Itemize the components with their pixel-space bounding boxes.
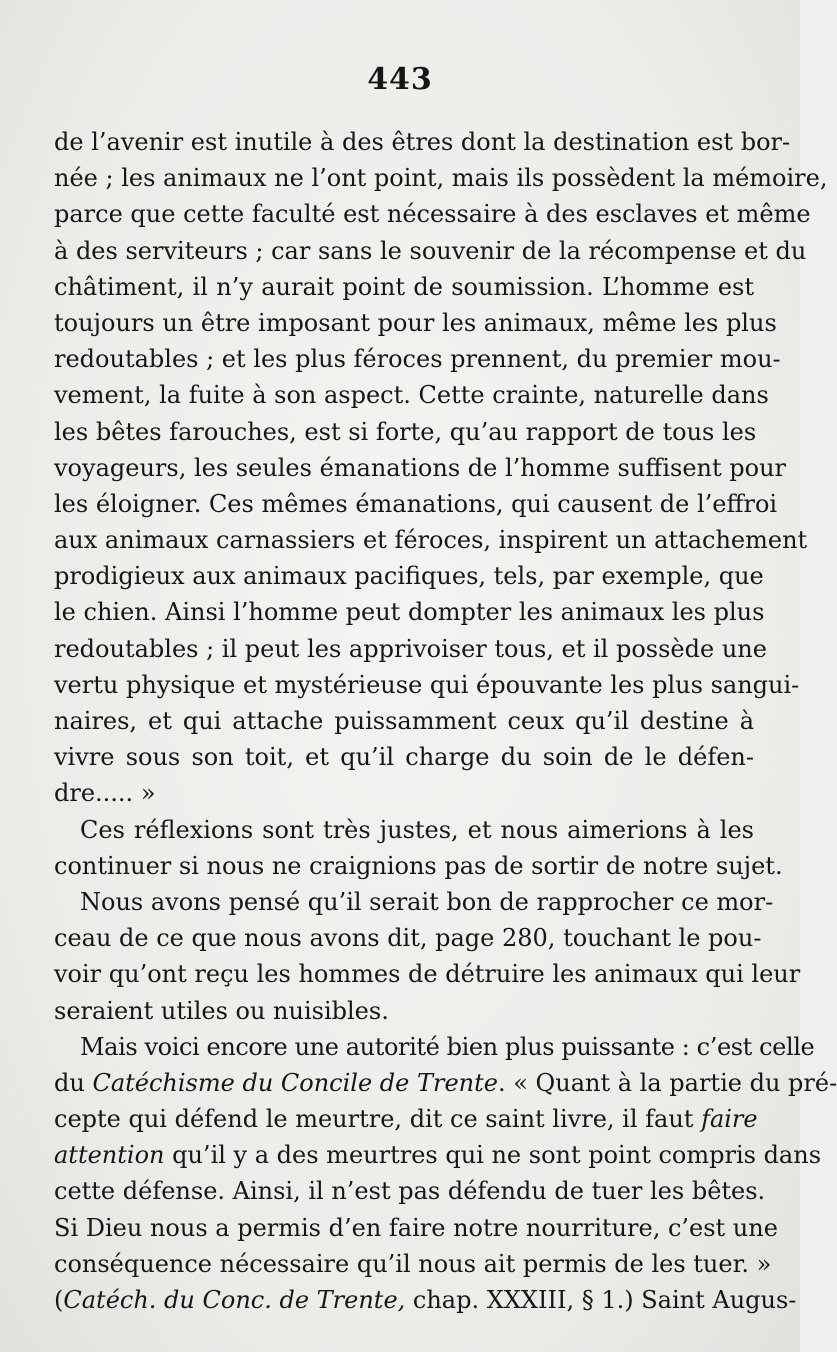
text-line: vivre sous son toit, et qu’il charge du soin de le défen- xyxy=(54,743,754,772)
text-line: parce que cette faculté est nécessaire à des esclaves et même xyxy=(54,200,811,229)
text-line: conséquence nécessaire qu’il nous ait permis de les tuer. » xyxy=(54,1249,772,1278)
text-line: vertu physique et mystérieuse qui épouvante les plus sangui- xyxy=(54,670,800,699)
text-segment: cepte qui défend le meurtre, dit ce saint livre, il faut xyxy=(54,1105,702,1134)
text-line: vement, la fuite à son aspect. Cette crainte, naturelle dans xyxy=(54,381,769,410)
text-line: prodigieux aux animaux pacifiques, tels, par exemple, que xyxy=(54,562,764,591)
text-line: Ces réflexions sont très justes, et nous aimerions à les xyxy=(80,815,754,844)
text-line: Nous avons pensé qu’il serait bon de rapprocher ce mor- xyxy=(80,887,774,916)
text-line: redoutables ; il peut les apprivoiser tous, et il possède une xyxy=(54,634,767,663)
text-line: les éloigner. Ces mêmes émanations, qui causent de l’effroi xyxy=(54,489,778,518)
text-line: à des serviteurs ; car sans le souvenir de la récompense et du xyxy=(54,236,807,265)
text-line: châtiment, il n’y aurait point de soumission. L’homme est xyxy=(54,272,754,301)
italic-segment: faire xyxy=(701,1105,758,1134)
text-line: redoutables ; et les plus féroces prennent, du premier mou- xyxy=(54,345,781,374)
text-line: cette défense. Ainsi, il n’est pas défendu de tuer les bêtes. xyxy=(54,1177,766,1206)
text-segment: du xyxy=(54,1068,93,1097)
text-line: ceau de ce que nous avons dit, page 280, touchant le pou- xyxy=(54,924,762,953)
text-line: les bêtes farouches, est si forte, qu’au rapport de tous les xyxy=(54,417,757,446)
page-number: 443 xyxy=(367,62,433,97)
body-text xyxy=(54,124,837,1318)
text-line: aux animaux carnassiers et féroces, inspirent un attachement xyxy=(54,526,808,555)
text-line: de l’avenir est inutile à des êtres dont la destination est bor- xyxy=(54,128,791,156)
text-line xyxy=(54,1137,822,1173)
text-segment: . « Quant à la partie du pré- xyxy=(497,1068,837,1097)
text-line: le chien. Ainsi l’homme peut dompter les animaux les plus xyxy=(54,598,765,627)
text-line: née ; les animaux ne l’ont point, mais ils possèdent la mémoire, xyxy=(54,164,828,193)
italic-segment: Catéch. du Conc. de Trente, xyxy=(63,1286,406,1314)
italic-segment: Catéchisme du Concile de Trente xyxy=(92,1068,498,1097)
text-line xyxy=(54,1282,797,1318)
text-line: naires, et qui attache puissamment ceux qu’il destine à xyxy=(54,707,754,735)
text-line: voir qu’ont reçu les hommes de détruire les animaux qui leur xyxy=(54,960,801,989)
text-line xyxy=(54,1101,758,1137)
text-line: dre..... » xyxy=(54,779,156,808)
text-segment: chap. XXXIII, § 1.) Saint Augus- xyxy=(405,1286,797,1314)
text-line: Si Dieu nous a permis d’en faire notre nourriture, c’est une xyxy=(54,1213,778,1242)
text-line: toujours un être imposant pour les animaux, même les plus xyxy=(54,308,777,337)
text-line: Mais voici encore une autorité bien plus puissante : c’est celle xyxy=(80,1032,815,1061)
text-line: voyageurs, les seules émanations de l’homme suffisent pour xyxy=(54,453,787,482)
text-line xyxy=(54,1065,837,1101)
text-segment: qu’il y a des meurtres qui ne sont point compris dans xyxy=(164,1141,822,1170)
text-line: continuer si nous ne craignions pas de sortir de notre sujet. xyxy=(54,851,783,880)
text-segment: ( xyxy=(54,1286,64,1314)
text-line: seraient utiles ou nuisibles. xyxy=(54,996,389,1025)
italic-segment: attention xyxy=(54,1141,165,1170)
